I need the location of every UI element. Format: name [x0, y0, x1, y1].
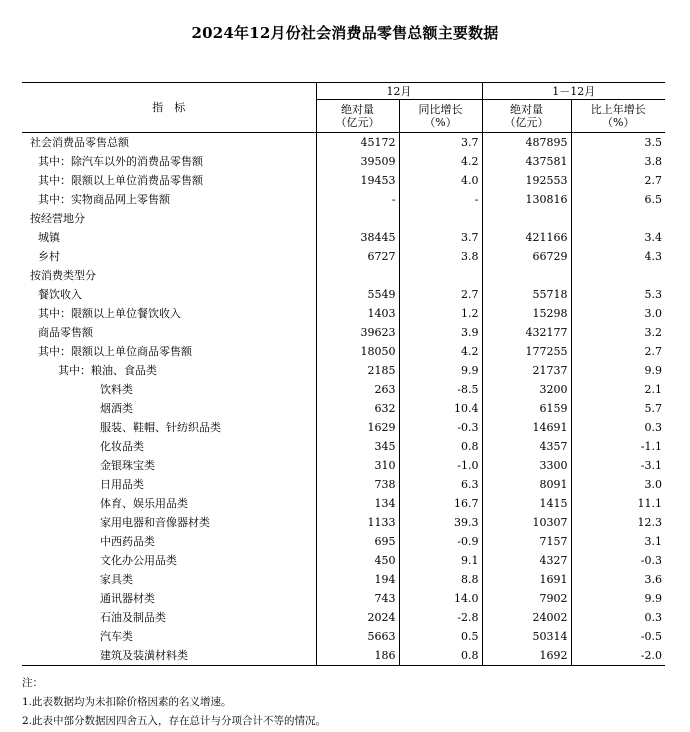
cell-month-absolute: 2185: [316, 361, 399, 380]
table-row: [22, 266, 665, 285]
cell-month-growth: 1.2: [399, 304, 482, 323]
cell-month-absolute: 38445: [316, 228, 399, 247]
table-row: [22, 152, 665, 171]
notes-section: [22, 674, 326, 731]
cell-ytd-absolute: 177255: [482, 342, 571, 361]
cell-month-growth: 14.0: [399, 589, 482, 608]
cell-month-absolute: 695: [316, 532, 399, 551]
row-label: 体育、娱乐用品类: [100, 497, 188, 510]
cell-month-absolute: 450: [316, 551, 399, 570]
row-label: 文化办公用品类: [100, 554, 177, 567]
cell-ytd-growth: 3.2: [571, 323, 665, 342]
cell-month-absolute: 18050: [316, 342, 399, 361]
cell-month-absolute: 45172: [316, 133, 399, 153]
cell-ytd-absolute: 50314: [482, 627, 571, 646]
cell-month-absolute: 345: [316, 437, 399, 456]
cell-month-growth: -0.3: [399, 418, 482, 437]
cell-ytd-growth: 2.7: [571, 171, 665, 190]
table-row: [22, 304, 665, 323]
cell-ytd-growth: 2.7: [571, 342, 665, 361]
cell-month-growth: [399, 266, 482, 285]
table-row: [22, 627, 665, 646]
cell-month-growth: 3.8: [399, 247, 482, 266]
cell-ytd-absolute: 7157: [482, 532, 571, 551]
cell-ytd-absolute: 15298: [482, 304, 571, 323]
cell-ytd-absolute: 21737: [482, 361, 571, 380]
table-row: [22, 532, 665, 551]
cell-ytd-growth: 4.3: [571, 247, 665, 266]
row-label: 石油及制品类: [100, 611, 166, 624]
cell-ytd-absolute: 421166: [482, 228, 571, 247]
cell-month-growth: 2.7: [399, 285, 482, 304]
table-row: [22, 380, 665, 399]
cell-month-absolute: 19453: [316, 171, 399, 190]
table-body: [22, 133, 665, 666]
cell-month-absolute: 1133: [316, 513, 399, 532]
table-row: [22, 646, 665, 666]
cell-ytd-growth: [571, 209, 665, 228]
cell-month-growth: 3.9: [399, 323, 482, 342]
cell-ytd-growth: 0.3: [571, 418, 665, 437]
table-row: [22, 570, 665, 589]
table-row: [22, 475, 665, 494]
cell-ytd-absolute: 6159: [482, 399, 571, 418]
row-label: 家具类: [100, 573, 133, 586]
cell-ytd-absolute: 432177: [482, 323, 571, 342]
cell-ytd-growth: -0.3: [571, 551, 665, 570]
cell-month-absolute: 39509: [316, 152, 399, 171]
cell-month-growth: -1.0: [399, 456, 482, 475]
note-item: 1.此表数据均为未扣除价格因素的名义增速。: [22, 696, 232, 708]
cell-month-growth: 0.5: [399, 627, 482, 646]
table-row: [22, 323, 665, 342]
row-label: 通讯器材类: [100, 592, 155, 605]
table-row: [22, 437, 665, 456]
header-ytd-growth: 比上年增长 （%）: [571, 100, 665, 133]
cell-month-growth: 4.2: [399, 342, 482, 361]
table-row: [22, 133, 665, 153]
row-label: 其中：实物商品网上零售额: [38, 193, 170, 206]
cell-month-growth: 9.1: [399, 551, 482, 570]
cell-month-growth: 8.8: [399, 570, 482, 589]
table-row: [22, 209, 665, 228]
row-label: 商品零售额: [38, 326, 93, 339]
cell-month-absolute: 134: [316, 494, 399, 513]
cell-ytd-absolute: 14691: [482, 418, 571, 437]
row-label: 中西药品类: [100, 535, 155, 548]
cell-month-growth: 4.2: [399, 152, 482, 171]
cell-ytd-growth: 5.7: [571, 399, 665, 418]
cell-month-absolute: 1403: [316, 304, 399, 323]
cell-month-absolute: 194: [316, 570, 399, 589]
table-row: [22, 513, 665, 532]
cell-month-growth: 10.4: [399, 399, 482, 418]
cell-ytd-absolute: 55718: [482, 285, 571, 304]
row-label: 餐饮收入: [38, 288, 82, 301]
notes-heading: 注：: [22, 677, 43, 689]
cell-ytd-absolute: 66729: [482, 247, 571, 266]
row-label: 家用电器和音像器材类: [100, 516, 210, 529]
cell-ytd-absolute: [482, 209, 571, 228]
table-row: [22, 361, 665, 380]
cell-ytd-growth: 3.5: [571, 133, 665, 153]
cell-ytd-growth: -0.5: [571, 627, 665, 646]
header-indicator: 指 标: [152, 101, 186, 114]
cell-month-absolute: 738: [316, 475, 399, 494]
cell-ytd-absolute: 1415: [482, 494, 571, 513]
table-row: [22, 247, 665, 266]
cell-ytd-growth: 3.0: [571, 475, 665, 494]
row-label: 按消费类型分: [30, 269, 96, 282]
cell-ytd-growth: 9.9: [571, 361, 665, 380]
cell-month-growth: 0.8: [399, 437, 482, 456]
row-label: 其中：限额以上单位消费品零售额: [38, 174, 203, 187]
cell-month-absolute: 2024: [316, 608, 399, 627]
cell-month-absolute: 1629: [316, 418, 399, 437]
table-row: [22, 171, 665, 190]
cell-month-growth: -0.9: [399, 532, 482, 551]
row-label: 其中：限额以上单位商品零售额: [38, 345, 192, 358]
cell-ytd-absolute: 7902: [482, 589, 571, 608]
cell-month-growth: 39.3: [399, 513, 482, 532]
header-group-december: 12月: [316, 83, 482, 100]
cell-ytd-absolute: 4327: [482, 551, 571, 570]
header-month-growth: 同比增长 （%）: [399, 100, 482, 133]
cell-month-absolute: -: [316, 190, 399, 209]
row-label: 服装、鞋帽、针纺织品类: [100, 421, 221, 434]
table-row: [22, 228, 665, 247]
cell-ytd-growth: 3.0: [571, 304, 665, 323]
cell-ytd-growth: 12.3: [571, 513, 665, 532]
cell-ytd-growth: 5.3: [571, 285, 665, 304]
retail-sales-table: [22, 82, 665, 666]
table-row: [22, 589, 665, 608]
table-row: [22, 285, 665, 304]
table-row: [22, 494, 665, 513]
cell-ytd-absolute: 10307: [482, 513, 571, 532]
row-label: 饮料类: [100, 383, 133, 396]
note-item: 2.此表中部分数据因四舍五入，存在总计与分项合计不等的情况。: [22, 715, 327, 727]
row-label: 按经营地分: [30, 212, 85, 225]
cell-month-absolute: 6727: [316, 247, 399, 266]
cell-month-absolute: 5549: [316, 285, 399, 304]
row-label: 社会消费品零售总额: [30, 136, 129, 149]
cell-month-growth: -8.5: [399, 380, 482, 399]
cell-ytd-absolute: 3200: [482, 380, 571, 399]
cell-month-absolute: [316, 209, 399, 228]
cell-ytd-growth: 3.8: [571, 152, 665, 171]
cell-month-absolute: 263: [316, 380, 399, 399]
cell-month-growth: 9.9: [399, 361, 482, 380]
cell-month-growth: 0.8: [399, 646, 482, 666]
row-label: 城镇: [38, 231, 60, 244]
cell-ytd-absolute: 24002: [482, 608, 571, 627]
cell-month-absolute: 743: [316, 589, 399, 608]
cell-ytd-growth: 9.9: [571, 589, 665, 608]
cell-month-growth: 16.7: [399, 494, 482, 513]
cell-month-absolute: 5663: [316, 627, 399, 646]
cell-ytd-growth: 3.1: [571, 532, 665, 551]
row-label: 金银珠宝类: [100, 459, 155, 472]
cell-ytd-growth: -3.1: [571, 456, 665, 475]
cell-month-growth: 6.3: [399, 475, 482, 494]
cell-ytd-growth: 2.1: [571, 380, 665, 399]
row-label: 汽车类: [100, 630, 133, 643]
cell-month-growth: -: [399, 190, 482, 209]
cell-ytd-absolute: 192553: [482, 171, 571, 190]
row-label: 其中：限额以上单位餐饮收入: [38, 307, 181, 320]
row-label: 其中：除汽车以外的消费品零售额: [38, 155, 203, 168]
cell-ytd-growth: 3.6: [571, 570, 665, 589]
table-row: [22, 551, 665, 570]
row-label: 其中：粮油、食品类: [58, 364, 157, 377]
cell-ytd-absolute: 1692: [482, 646, 571, 666]
cell-ytd-absolute: 4357: [482, 437, 571, 456]
cell-month-absolute: [316, 266, 399, 285]
table-row: [22, 399, 665, 418]
cell-ytd-absolute: 437581: [482, 152, 571, 171]
cell-ytd-absolute: 487895: [482, 133, 571, 153]
cell-month-growth: [399, 209, 482, 228]
table-row: [22, 456, 665, 475]
cell-month-growth: 3.7: [399, 228, 482, 247]
cell-ytd-growth: 0.3: [571, 608, 665, 627]
cell-ytd-growth: -1.1: [571, 437, 665, 456]
row-label: 日用品类: [100, 478, 144, 491]
header-group-jan-dec: 1－12月: [482, 83, 665, 100]
cell-month-growth: 3.7: [399, 133, 482, 153]
cell-month-growth: -2.8: [399, 608, 482, 627]
cell-month-growth: 4.0: [399, 171, 482, 190]
cell-ytd-absolute: 3300: [482, 456, 571, 475]
cell-ytd-absolute: 130816: [482, 190, 571, 209]
cell-ytd-absolute: 8091: [482, 475, 571, 494]
page-title: 2024年12月份社会消费品零售总额主要数据: [191, 24, 499, 42]
header-ytd-absolute: 绝对量 （亿元）: [482, 100, 571, 133]
header-month-absolute: 绝对量 （亿元）: [316, 100, 399, 133]
cell-ytd-absolute: 1691: [482, 570, 571, 589]
cell-ytd-growth: 3.4: [571, 228, 665, 247]
table-row: [22, 342, 665, 361]
table-row: [22, 190, 665, 209]
cell-ytd-growth: -2.0: [571, 646, 665, 666]
table-row: [22, 608, 665, 627]
cell-ytd-growth: 6.5: [571, 190, 665, 209]
cell-month-absolute: 632: [316, 399, 399, 418]
cell-ytd-growth: [571, 266, 665, 285]
table-row: [22, 418, 665, 437]
cell-ytd-growth: 11.1: [571, 494, 665, 513]
cell-ytd-absolute: [482, 266, 571, 285]
row-label: 乡村: [38, 250, 60, 263]
row-label: 化妆品类: [100, 440, 144, 453]
cell-month-absolute: 310: [316, 456, 399, 475]
cell-month-absolute: 39623: [316, 323, 399, 342]
row-label: 烟酒类: [100, 402, 133, 415]
row-label: 建筑及装潢材料类: [100, 649, 188, 662]
cell-month-absolute: 186: [316, 646, 399, 666]
